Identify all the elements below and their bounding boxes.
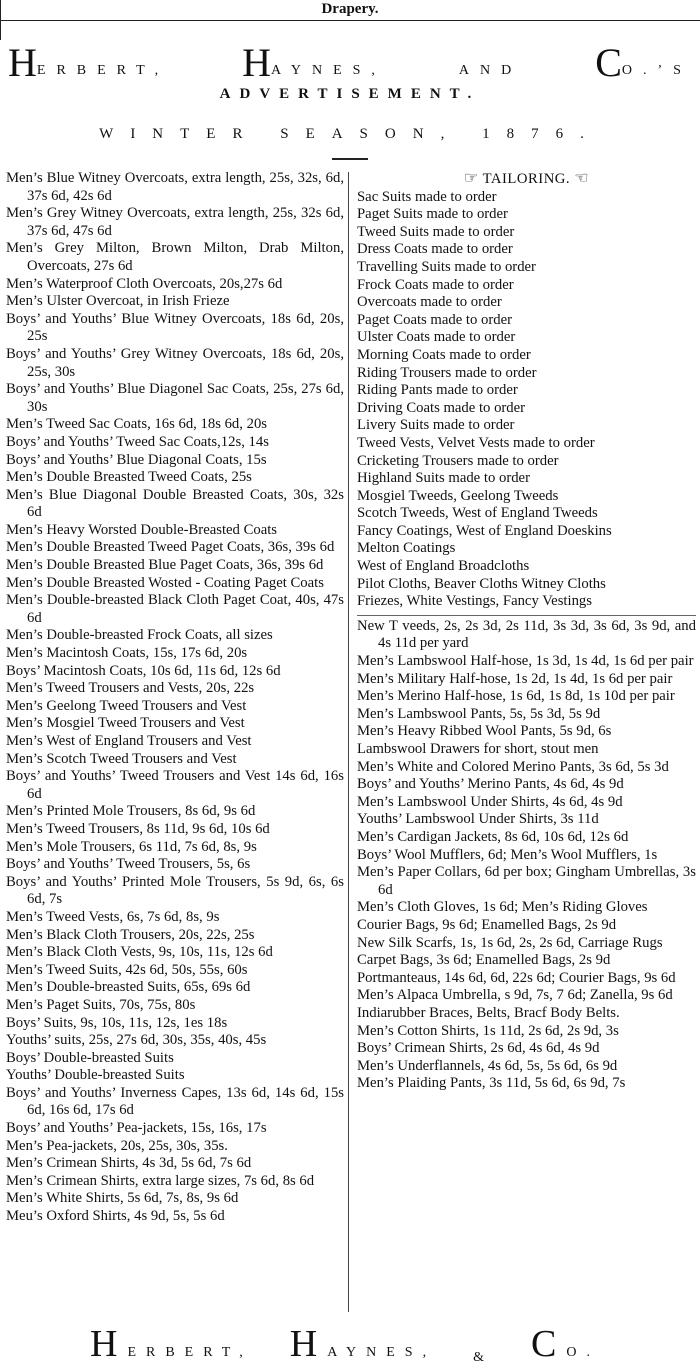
list-item: Men’s Lambswool Under Shirts, 4s 6d, 4s 9d [357, 793, 623, 810]
list-item: Men’s Plaiding Pants, 3s 11d, 5s 6d, 6s 9d, 7s [357, 1075, 626, 1092]
header-word-2: HAYNES, [242, 40, 386, 85]
list-item: Mosgiel Tweeds, Geelong Tweeds [357, 487, 559, 504]
list-item: Youths’ Lambswool Under Shirts, 3s 11d [357, 811, 599, 828]
heading-rule [332, 158, 368, 160]
list-item: Boys’ and Youths’ Grey Witney Overcoats, 18s 6d, 20s, 25s, 30s [6, 345, 344, 380]
list-item: Boys’ and Youths’ Blue Diagonal Coats, 15s [6, 451, 267, 468]
right-price-list [357, 618, 696, 1093]
list-item: Men’s Paget Suits, 70s, 75s, 80s [6, 996, 196, 1013]
list-item: Men’s Mole Trousers, 6s 11d, 7s 6d, 8s, 9s [6, 838, 257, 855]
footer-firm-name [90, 1322, 600, 1366]
list-item: Riding Trousers made to order [357, 364, 537, 381]
list-item: Men’s Cotton Shirts, 1s 11d, 2s 6d, 2s 9d, 3s [357, 1022, 619, 1039]
list-item: Men’s Tweed Trousers, 8s 11d, 9s 6d, 10s 6d [6, 820, 270, 837]
list-item: Men’s Pea-jackets, 20s, 25s, 30s, 35s. [6, 1137, 228, 1154]
footer-word-3: & [473, 1350, 494, 1365]
list-item: Men’s Black Cloth Trousers, 20s, 22s, 25s [6, 926, 255, 943]
list-item: Portmanteaus, 14s 6d, 6d, 22s 6d; Courier Bags, 9s 6d [357, 969, 676, 986]
list-item: Boys’ and Youths’ Merino Pants, 4s 6d, 4s 9d [357, 776, 624, 793]
list-item: Men’s Black Cloth Vests, 9s, 10s, 11s, 12s 6d [6, 944, 273, 961]
pointing-hand-right-icon: ☞ [463, 170, 479, 187]
list-item: Men’s Double-breasted Frock Coats, all sizes [6, 627, 273, 644]
list-item: Men’s Geelong Tweed Trousers and Vest [6, 697, 247, 714]
list-item: Courier Bags, 9s 6d; Enamelled Bags, 2s 9d [357, 916, 617, 933]
top-rule [0, 20, 700, 21]
list-item: Riding Pants made to order [357, 382, 518, 399]
list-item: Men’s Cardigan Jackets, 8s 6d, 10s 6d, 12s 6d [357, 828, 629, 845]
list-item: Livery Suits made to order [357, 417, 515, 434]
list-item: Highland Suits made to order [357, 470, 530, 487]
list-item: Men’s Crimean Shirts, extra large sizes, 7s 6d, 8s 6d [6, 1172, 315, 1189]
list-item: Boys’ and Youths’ Tweed Trousers and Vest 14s 6d, 16s 6d [6, 768, 344, 802]
list-item: Men’s West of England Trousers and Vest [6, 733, 252, 749]
footer-word-2: HAYNES, [289, 1323, 437, 1365]
list-item: Men’s Double Breasted Wosted - Coating Paget Coats [6, 574, 324, 591]
list-item: Tweed Suits made to order [357, 223, 515, 240]
list-item: Youths’ suits, 25s, 27s 6d, 30s, 35s, 40s, 45s [6, 1032, 267, 1049]
list-item: Men’s Waterproof Cloth Overcoats, 20s,27s 6d [6, 275, 283, 292]
list-item: Cricketing Trousers made to order [357, 452, 559, 469]
list-item: Paget Suits made to order [357, 206, 508, 223]
list-item: Boys’ Crimean Shirts, 2s 6d, 4s 6d, 4s 9d [357, 1040, 600, 1057]
footer-word-1: HERBERT, [90, 1323, 253, 1365]
list-item: Dress Coats made to order [357, 241, 513, 258]
list-item: Boys’ Suits, 9s, 10s, 11s, 12s, 1es 18s [6, 1014, 228, 1031]
list-item: Friezes, White Vestings, Fancy Vestings [357, 593, 592, 610]
column-divider [348, 172, 349, 1312]
list-item: Frock Coats made to order [357, 276, 514, 293]
list-item: Travelling Suits made to order [357, 258, 536, 275]
tailoring-heading: ☞ TAILORING. ☜ [463, 170, 590, 187]
list-item: Men’s Tweed Trousers and Vests, 20s, 22s [6, 680, 255, 697]
list-item: Fancy Coatings, West of England Doeskins [357, 522, 612, 539]
list-item: Boys’ and Youths’ Tweed Sac Coats,12s, 14s [6, 433, 269, 450]
list-item: New Silk Scarfs, 1s, 1s 6d, 2s, 2s 6d, Carriage Rugs [357, 934, 663, 951]
list-item: Boys’ and Youths’ Inverness Capes, 13s 6d, 14s 6d, 15s 6d, 16s 6d, 17s 6d [6, 1084, 344, 1119]
top-left-rule [0, 0, 1, 40]
list-item: Lambswool Drawers for short, stout men [357, 741, 599, 757]
list-item: Men’s Paper Collars, 6d per box; Gingham Umbrellas, 3s 6d [357, 864, 696, 898]
list-item: Melton Coatings [357, 540, 456, 557]
list-item: Men’s Double Breasted Tweed Coats, 25s [6, 469, 252, 486]
header-word-1: HERBERT, [8, 40, 170, 85]
list-item: Boys’ and Youths’ Blue Diagonel Sac Coats, 25s, 27s 6d, 30s [6, 381, 344, 415]
season-heading: WINTER SEASON, 1876. [99, 126, 601, 142]
list-item: Morning Coats made to order [357, 346, 531, 363]
list-item: West of England Broadcloths [357, 558, 530, 575]
list-item: Indiarubber Braces, Belts, Bracf Body Belts. [357, 1004, 620, 1021]
list-item: Men’s Heavy Worsted Double-Breasted Coats [6, 521, 278, 538]
header-word-4: CO.’S [595, 40, 692, 85]
list-item: Men’s Tweed Vests, 6s, 7s 6d, 8s, 9s [6, 908, 220, 925]
list-item: Men’s Macintosh Coats, 15s, 17s 6d, 20s [6, 645, 248, 662]
list-item: Youths’ Double-breasted Suits [6, 1067, 185, 1084]
list-item: Scotch Tweeds, West of England Tweeds [357, 505, 598, 522]
list-item: Driving Coats made to order [357, 399, 526, 416]
list-item: Boys’ and Youths’ Pea-jackets, 15s, 16s, 17s [6, 1120, 267, 1137]
list-item: Men’s Merino Half-hose, 1s 6d, 1s 8d, 1s 10d per pair [357, 688, 675, 705]
list-item: Men’s Scotch Tweed Trousers and Vest [6, 750, 237, 767]
list-item: Men’s Alpaca Umbrella, s 9d, 7s, 7 6d; Zanella, 9s 6d [357, 987, 673, 1004]
list-item: Men’s Double Breasted Tweed Paget Coats, 36s, 39s 6d [6, 539, 335, 556]
list-item: Boys’ and Youths’ Blue Witney Overcoats, 18s 6d, 20s, 25s [6, 310, 344, 345]
list-item: Boys’ Double-breasted Suits [6, 1049, 174, 1066]
header-firm-name [8, 40, 692, 85]
list-item: Men’s Ulster Overcoat, in Irish Frieze [6, 293, 230, 310]
list-item: Men’s Lambswool Pants, 5s, 5s 3d, 5s 9d [357, 705, 601, 722]
list-item: Men’s Grey Witney Overcoats, extra length, 25s, 32s 6d, 37s 6d, 47s 6d [6, 205, 344, 239]
list-item: Men’s Heavy Ribbed Wool Pants, 5s 9d, 6s [357, 723, 612, 740]
list-item: Men’s Grey Milton, Brown Milton, Drab Milton, Overcoats, 27s 6d [6, 240, 344, 274]
list-item: Men’s Mosgiel Tweed Trousers and Vest [6, 715, 245, 732]
list-item: Men’s Double Breasted Blue Paget Coats, 36s, 39s 6d [6, 557, 324, 574]
list-item: Men’s Cloth Gloves, 1s 6d; Men’s Riding Gloves [357, 899, 648, 916]
list-item: Men’s Crimean Shirts, 4s 3d, 5s 6d, 7s 6d [6, 1155, 252, 1172]
list-item: Overcoats made to order [357, 294, 502, 311]
list-item: Men’s Tweed Sac Coats, 16s 6d, 18s 6d, 20s [6, 416, 268, 433]
list-item: Men’s Double-breasted Black Cloth Paget Coat, 40s, 47s 6d [6, 592, 344, 626]
list-item: Men’s Military Half-hose, 1s 2d, 1s 4d, 1s 6d per pair [357, 670, 673, 687]
advertisement-heading: ADVERTISEMENT. [219, 86, 481, 102]
pointing-hand-left-icon: ☜ [574, 170, 590, 187]
list-item: Ulster Coats made to order [357, 329, 516, 346]
list-item: Boys’ and Youths’ Printed Mole Trousers, 5s 9d, 6s, 6s 6d, 7s [6, 873, 344, 908]
list-item: Sac Suits made to order [357, 188, 497, 205]
list-item: Men’s Printed Mole Trousers, 8s 6d, 9s 6d [6, 803, 256, 820]
list-item: Boys’ Wool Mufflers, 6d; Men’s Wool Mufflers, 1s [357, 846, 658, 863]
list-item: Boys’ Macintosh Coats, 10s 6d, 11s 6d, 12s 6d [6, 662, 281, 679]
left-price-list [6, 170, 344, 1226]
right-column [357, 170, 696, 1093]
list-item: Men’s Blue Diagonal Double Breasted Coats, 30s, 32s 6d [6, 486, 344, 521]
list-item: Boys’ and Youths’ Tweed Trousers, 5s, 6s [6, 856, 251, 873]
list-item: Men’s Blue Witney Overcoats, extra length, 25s, 32s, 6d, 37s 6d, 42s 6d [6, 170, 344, 204]
tailoring-rule [357, 615, 696, 616]
section-title: Drapery. [321, 1, 379, 17]
list-item: Men’s White Shirts, 5s 6d, 7s, 8s, 9s 6d [6, 1190, 239, 1207]
list-item: New T veeds, 2s, 2s 3d, 2s 11d, 3s 3d, 3s 6d, 3s 9d, and 4s 11d per yard [357, 617, 696, 652]
list-item: Men’s Underflannels, 4s 6d, 5s, 5s 6d, 6s 9d [357, 1057, 618, 1074]
list-item: Men’s Tweed Suits, 42s 6d, 50s, 55s, 60s [6, 961, 248, 978]
list-item: Men’s White and Colored Merino Pants, 3s 6d, 5s 3d [357, 758, 669, 775]
list-item: Pilot Cloths, Beaver Cloths Witney Cloths [357, 575, 606, 592]
list-item: Carpet Bags, 3s 6d; Enamelled Bags, 2s 9d [357, 952, 611, 969]
list-item: Meu’s Oxford Shirts, 4s 9d, 5s, 5s 6d [6, 1208, 225, 1225]
footer-word-4: CO. [530, 1323, 600, 1365]
header-word-3: AND [458, 63, 523, 78]
list-item: Tweed Vests, Velvet Vests made to order [357, 434, 595, 451]
list-item: Paget Coats made to order [357, 311, 512, 328]
tailoring-list [357, 189, 696, 611]
list-item: Men’s Lambswool Half-hose, 1s 3d, 1s 4d, 1s 6d per pair [357, 653, 694, 670]
list-item: Men’s Double-breasted Suits, 65s, 69s 6d [6, 979, 251, 996]
